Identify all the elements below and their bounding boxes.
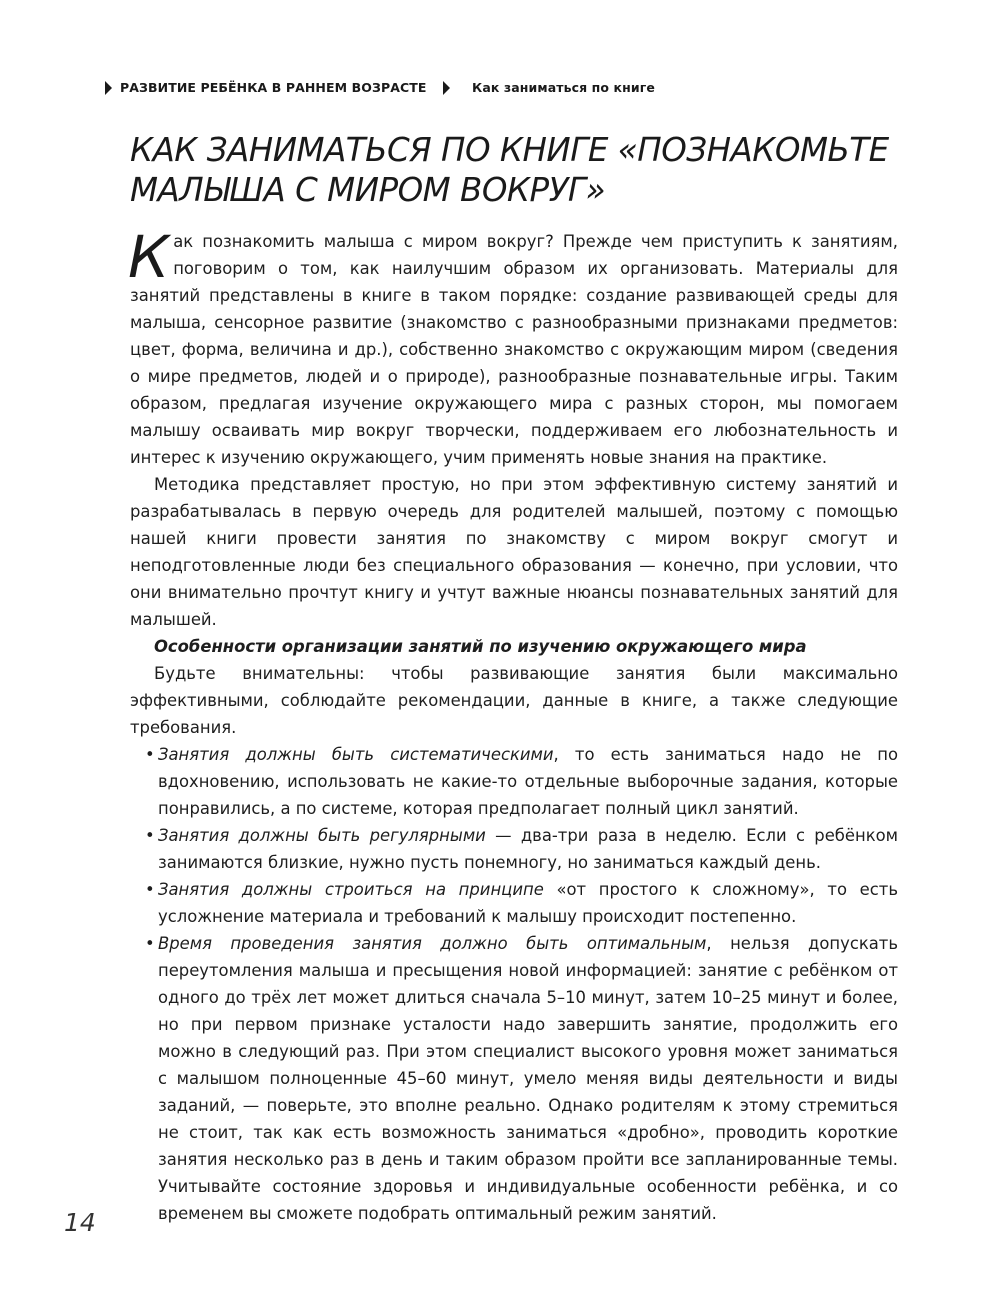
triangle-right-icon (443, 81, 450, 95)
section-subheading: Особенности организации занятий по изучению окружающего мира (154, 637, 807, 656)
requirement-text: — два-три раза в неделю. Если с ребёнком занимаются близкие, нужно пусть понемногу, но заниматься каждый день. (158, 826, 898, 872)
bullet-icon: • (145, 934, 155, 953)
requirement-emphasis: Занятия должны строиться на принципе (158, 880, 544, 899)
header-chapter-label: Как заниматься по книге (472, 80, 655, 95)
header-section-label: РАЗВИТИЕ РЕБЁНКА В РАННЕМ ВОЗРАСТЕ (120, 80, 427, 95)
drop-cap: К (128, 223, 170, 291)
running-header (105, 80, 885, 100)
requirement-emphasis: Занятия должны быть регулярными (158, 826, 486, 845)
requirement-emphasis: Время проведения занятия должно быть оптимальным (158, 934, 707, 953)
bullet-icon: • (145, 880, 155, 899)
header-section (105, 80, 427, 95)
page-number: 14 (64, 1208, 96, 1237)
bullet-icon: • (145, 745, 155, 764)
list-item (145, 741, 898, 822)
list-item (145, 822, 898, 876)
requirement-emphasis: Занятия должны быть систематическими (158, 745, 554, 764)
list-item (145, 876, 898, 930)
header-chapter (443, 80, 655, 95)
method-paragraph: Методика представляет простую, но при этом эффективную систему занятий и разрабатывалась в первую очередь для родителей малышей, поэтому с помощью нашей книги провести занятия по знакомству с миром вокруг смогут и неподготовленные люди без специального образования — конечно, при условии, что они внимательно прочтут книгу и учтут важные нюансы познавательных занятий для малышей. (130, 475, 898, 629)
page-title: КАК ЗАНИМАТЬСЯ ПО КНИГЕ «ПОЗНАКОМЬТЕ МАЛЫША С МИРОМ ВОКРУГ» (130, 131, 889, 209)
triangle-right-icon (105, 81, 112, 95)
bullet-icon: • (145, 826, 155, 845)
requirements-intro-paragraph: Будьте внимательны: чтобы развивающие занятия были максимально эффективными, соблюдайте рекомендации, данные в книге, а также следующие требования. (130, 664, 898, 737)
requirement-text: , нельзя допускать переутомления малыша и пресыщения новой информацией: занятие с ребёнком от одного до трёх лет может длиться сначала 5–10 минут, затем 10–25 минут и более, но при первом признаке усталости надо завершить занятие, продолжить его можно в следующий раз. При этом специалист высокого уровня может заниматься с малышом полноценные 45–60 минут, умело меняя виды деятельности и виды заданий, — поверьте, это вполне реально. Однако родителям к этому стремиться не стоит, так как есть возможность заниматься «дробно», проводить короткие занятия несколько раз в день и таким образом пройти все запланированные темы. Учитывайте состояние здоровья и индивидуальные особенности ребёнка, и со временем вы сможете подобрать оптимальный режим занятий. (158, 934, 899, 1223)
intro-text: ак познакомить малыша с миром вокруг? Прежде чем приступить к занятиям, поговорим о том, как наилучшим образом их организовать. Материалы для занятий представлены в книге в таком порядке: создание развивающей среды для малыша, сенсорное развитие (знакомство с разнообразными признаками предметов: цвет, форма, величина и др.), собственно знакомство с окружающим миром (сведения о мире предметов, людей и о природе), разнообразные познавательные игры. Таким образом, предлагая изучение окружающего мира с разных сторон, мы помогаем малышу осваивать мир вокруг творчески, поддерживаем его любознательность и интерес к изучению окружающего, учим применять новые знания на практике. (130, 232, 898, 467)
body-text (128, 223, 899, 1227)
requirements-list (130, 741, 898, 1227)
requirement-text: «от простого к сложному», то есть усложнение материала и требований к малышу происходит постепенно. (158, 880, 898, 926)
intro-paragraph (128, 223, 898, 471)
requirement-text: , то есть заниматься надо не по вдохновению, использовать не какие-то отдельные выборочные задания, которые понравились, а по системе, которая предполагает полный цикл занятий. (158, 745, 898, 818)
list-item (145, 930, 899, 1227)
